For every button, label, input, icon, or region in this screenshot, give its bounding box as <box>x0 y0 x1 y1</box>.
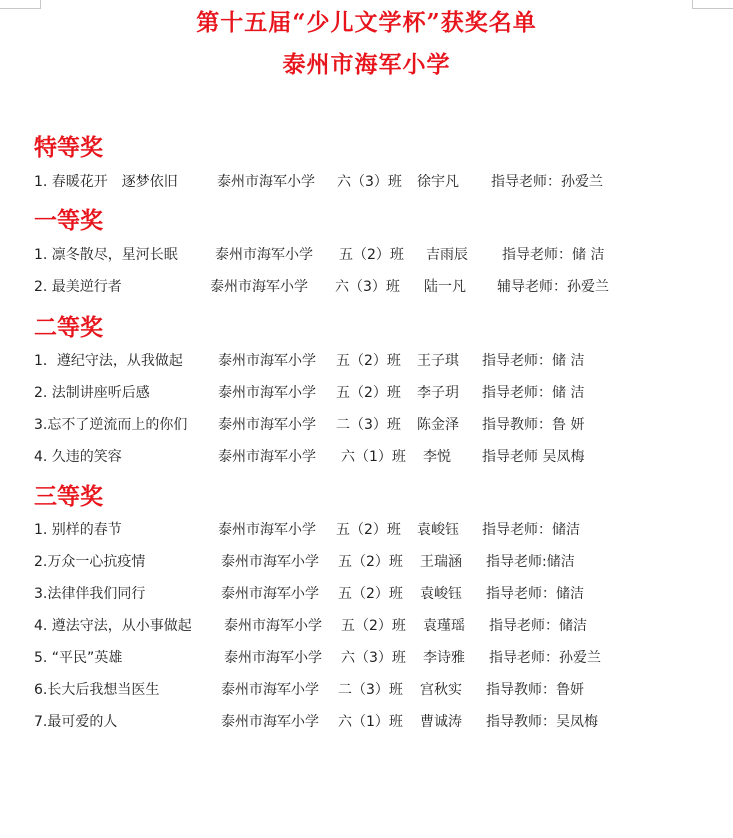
entry-teacher: 指导老师：孙爱兰 <box>489 650 601 666</box>
entry-school: 泰州市海军小学 <box>210 279 308 295</box>
award-entry <box>0 244 733 264</box>
entry-school: 泰州市海军小学 <box>215 247 313 263</box>
section-heading-special-prize: 特等奖 <box>34 134 103 161</box>
entry-student: 王瑞涵 <box>420 554 462 570</box>
award-entry <box>0 615 733 635</box>
entry-school: 泰州市海军小学 <box>218 353 316 369</box>
section-heading-second-prize: 二等奖 <box>34 314 103 341</box>
award-entry <box>0 711 733 731</box>
entry-title: 4. 久违的笑容 <box>34 449 122 465</box>
entry-student: 王子琪 <box>417 353 459 369</box>
entry-class: 五（2）班 <box>336 522 401 538</box>
entry-class: 六（3）班 <box>341 650 406 666</box>
award-entry <box>0 171 733 191</box>
entry-student: 宫秋实 <box>420 682 462 698</box>
entry-teacher: 指导老师：储洁 <box>489 618 587 634</box>
entry-title: 2.万众一心抗疫情 <box>34 554 146 570</box>
entry-class: 二（3）班 <box>336 417 401 433</box>
entry-title: 2. 法制讲座听后感 <box>34 385 150 401</box>
entry-title: 2. 最美逆行者 <box>34 279 122 295</box>
entry-class: 五（2）班 <box>336 353 401 369</box>
entry-class: 五（2）班 <box>341 618 406 634</box>
entry-school: 泰州市海军小学 <box>218 417 316 433</box>
entry-teacher: 指导老师:储洁 <box>486 554 575 570</box>
entry-school: 泰州市海军小学 <box>221 714 319 730</box>
entry-teacher: 指导教师：鲁妍 <box>486 682 584 698</box>
award-entry <box>0 276 733 296</box>
entry-teacher: 指导老师：储 洁 <box>502 247 605 263</box>
entry-class: 五（2）班 <box>339 247 404 263</box>
entry-title: 1. 春暖花开 逐梦依旧 <box>34 174 178 190</box>
entry-teacher: 指导老师：储洁 <box>486 586 584 602</box>
award-entry <box>0 519 733 539</box>
entry-class: 五（2）班 <box>338 586 403 602</box>
entry-teacher: 指导老师：储 洁 <box>482 385 585 401</box>
award-entry <box>0 679 733 699</box>
entry-teacher: 指导教师：吴凤梅 <box>486 714 598 730</box>
award-entry <box>0 446 733 466</box>
entry-title: 5. “平民”英雄 <box>34 650 123 666</box>
entry-title: 1. 凛冬散尽，星河长眠 <box>34 247 178 263</box>
entry-class: 二（3）班 <box>338 682 403 698</box>
entry-school: 泰州市海军小学 <box>221 586 319 602</box>
entry-teacher: 指导老师：孙爱兰 <box>491 174 603 190</box>
entry-student: 徐宇凡 <box>417 174 459 190</box>
entry-school: 泰州市海军小学 <box>221 554 319 570</box>
entry-title: 1. 别样的春节 <box>34 522 122 538</box>
entry-teacher: 辅导老师：孙爱兰 <box>497 279 609 295</box>
entry-title: 1．遵纪守法，从我做起 <box>34 353 183 369</box>
entry-teacher: 指导老师：储洁 <box>482 522 580 538</box>
entry-school: 泰州市海军小学 <box>221 682 319 698</box>
entry-teacher: 指导老师 吴凤梅 <box>482 449 585 465</box>
section-heading-first-prize: 一等奖 <box>34 207 103 234</box>
award-entry <box>0 414 733 434</box>
entry-title: 6.长大后我想当医生 <box>34 682 160 698</box>
entry-teacher: 指导教师：鲁 妍 <box>482 417 585 433</box>
entry-student: 陈金泽 <box>417 417 459 433</box>
entry-student: 李诗雅 <box>423 650 465 666</box>
entry-title: 3.法律伴我们同行 <box>34 586 146 602</box>
entry-class: 六（3）班 <box>335 279 400 295</box>
entry-class: 五（2）班 <box>336 385 401 401</box>
document-title: 第十五届“少儿文学杯”获奖名单 <box>196 9 537 36</box>
entry-student: 李子玥 <box>417 385 459 401</box>
entry-student: 陆一凡 <box>424 279 466 295</box>
entry-teacher: 指导老师：储 洁 <box>482 353 585 369</box>
entry-school: 泰州市海军小学 <box>224 650 322 666</box>
entry-student: 曹诚涛 <box>420 714 462 730</box>
entry-student: 袁瑾瑶 <box>423 618 465 634</box>
document-subtitle: 泰州市海军小学 <box>282 51 451 78</box>
entry-class: 六（1）班 <box>338 714 403 730</box>
award-entry <box>0 583 733 603</box>
entry-school: 泰州市海军小学 <box>218 385 316 401</box>
entry-school: 泰州市海军小学 <box>217 174 315 190</box>
award-entry <box>0 382 733 402</box>
award-entry <box>0 551 733 571</box>
entry-student: 袁峻钰 <box>417 522 459 538</box>
entry-title: 4. 遵法守法，从小事做起 <box>34 618 192 634</box>
entry-title: 3.忘不了逆流而上的你们 <box>34 417 188 433</box>
entry-title: 7.最可爱的人 <box>34 714 118 730</box>
entry-school: 泰州市海军小学 <box>218 449 316 465</box>
award-entry <box>0 350 733 370</box>
entry-student: 吉雨辰 <box>426 247 468 263</box>
entry-class: 五（2）班 <box>338 554 403 570</box>
entry-class: 六（1）班 <box>341 449 406 465</box>
entry-school: 泰州市海军小学 <box>224 618 322 634</box>
section-heading-third-prize: 三等奖 <box>34 483 103 510</box>
entry-class: 六（3）班 <box>337 174 402 190</box>
entry-school: 泰州市海军小学 <box>218 522 316 538</box>
entry-student: 李悦 <box>423 449 451 465</box>
award-entry <box>0 647 733 667</box>
entry-student: 袁峻钰 <box>420 586 462 602</box>
